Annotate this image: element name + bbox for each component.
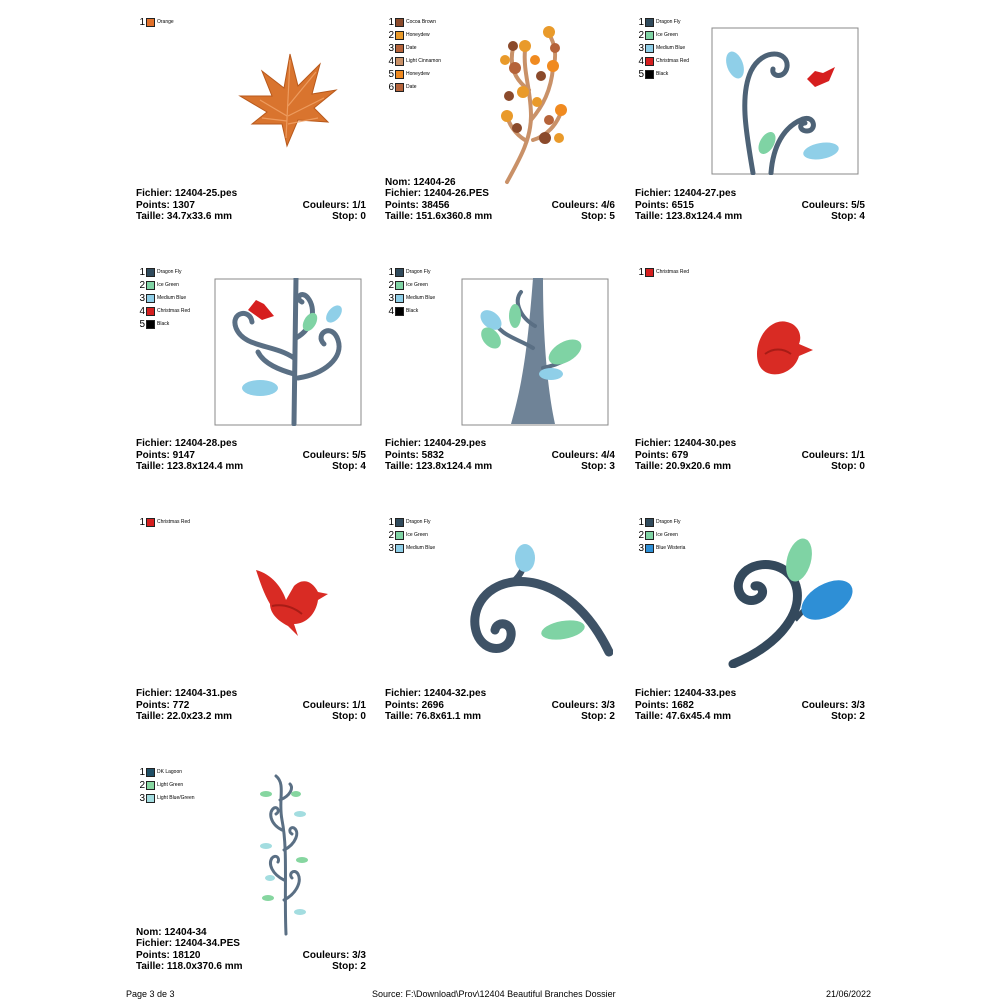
thread-color-name: Light Green	[157, 782, 184, 788]
info-line	[136, 927, 366, 939]
design-card-12404-25	[136, 16, 376, 236]
info-left: Fichier: 12404-30.pes	[635, 438, 737, 449]
info-line	[136, 700, 366, 712]
info-right: Couleurs: 3/3	[801, 699, 865, 711]
autumn-branch-embroidery-preview	[495, 20, 575, 188]
thread-color-swatch	[395, 544, 404, 553]
swirl-leaves-embroidery-preview	[717, 536, 857, 668]
info-line	[136, 211, 366, 223]
info-line	[385, 711, 615, 723]
info-left: Fichier: 12404-31.pes	[136, 688, 238, 699]
legend-number: 2	[388, 29, 394, 41]
info-left: Taille: 123.8x124.4 mm	[136, 461, 244, 472]
legend-row	[136, 779, 183, 791]
thread-color-swatch	[645, 57, 654, 66]
thread-color-name: Medium Blue	[157, 295, 187, 301]
legend-row	[136, 16, 174, 28]
info-left: Fichier: 12404-33.pes	[635, 688, 737, 699]
legend-number: 3	[388, 42, 394, 54]
info-left: Taille: 47.6x45.4 mm	[635, 711, 731, 722]
legend-row	[385, 516, 430, 528]
thread-color-swatch	[146, 294, 155, 303]
thread-color-name: Dragon Fly	[656, 519, 681, 525]
thread-color-swatch	[645, 531, 654, 540]
thread-color-swatch	[395, 18, 404, 27]
legend-row	[385, 279, 428, 291]
info-left: Points: 38456	[385, 199, 450, 211]
info-right: Couleurs: 4/6	[551, 199, 615, 211]
info-right: Stop: 5	[581, 211, 615, 222]
legend-number: 3	[388, 542, 394, 554]
info-line	[136, 188, 366, 200]
info-left: Fichier: 12404-26.PES	[385, 188, 489, 199]
legend-row	[136, 292, 186, 304]
info-line	[635, 438, 865, 450]
info-line	[635, 211, 865, 223]
legend-number: 3	[388, 292, 394, 304]
thread-color-swatch	[146, 518, 155, 527]
thread-color-swatch	[395, 57, 404, 66]
info-line	[635, 450, 865, 462]
legend-row	[136, 766, 182, 778]
legend-number: 3	[139, 792, 145, 804]
info-right: Couleurs: 5/5	[801, 199, 865, 211]
thread-color-swatch	[146, 781, 155, 790]
legend-number: 1	[139, 516, 145, 528]
info-right: Couleurs: 5/5	[302, 449, 366, 461]
info-line	[136, 938, 366, 950]
legend-row	[635, 16, 680, 28]
thread-color-swatch	[395, 83, 404, 92]
thread-color-name: Ice Green	[406, 532, 428, 538]
thread-color-name: Medium Blue	[406, 545, 436, 551]
info-right: Stop: 2	[831, 711, 865, 722]
legend-number: 1	[388, 266, 394, 278]
legend-number: 3	[139, 292, 145, 304]
legend-number: 4	[139, 305, 145, 317]
legend-row	[136, 516, 190, 528]
thread-color-name: DK Lagoon	[157, 769, 183, 775]
info-left: Points: 1682	[635, 699, 694, 711]
info-left: Points: 9147	[136, 449, 195, 461]
thread-color-swatch	[395, 518, 404, 527]
info-left: Taille: 20.9x20.6 mm	[635, 461, 731, 472]
thread-color-swatch	[645, 18, 654, 27]
design-card-12404-28	[136, 266, 376, 486]
legend-number: 4	[388, 55, 394, 67]
design-card-12404-29	[385, 266, 625, 486]
legend-row	[136, 305, 190, 317]
info-right: Stop: 0	[332, 711, 366, 722]
info-right: Stop: 3	[581, 461, 615, 472]
legend-number: 1	[388, 16, 394, 28]
info-right: Stop: 2	[581, 711, 615, 722]
legend-row	[635, 42, 685, 54]
legend-number: 1	[139, 266, 145, 278]
info-left: Points: 5832	[385, 449, 444, 461]
thread-color-name: Ice Green	[656, 32, 678, 38]
thread-color-swatch	[395, 268, 404, 277]
thread-color-swatch	[146, 768, 155, 777]
info-left: Taille: 22.0x23.2 mm	[136, 711, 232, 722]
red-bird-embroidery-preview	[751, 314, 821, 384]
info-line	[635, 188, 865, 200]
thread-color-swatch	[146, 281, 155, 290]
legend-number: 6	[388, 81, 394, 93]
thread-color-name: Christmas Red	[157, 519, 191, 525]
info-line	[385, 700, 615, 712]
info-left: Taille: 123.8x124.4 mm	[385, 461, 493, 472]
legend-number: 2	[638, 529, 644, 541]
design-card-12404-26	[385, 16, 625, 236]
info-line	[635, 700, 865, 712]
thread-color-name: Blue Wisteria	[656, 545, 686, 551]
legend-row	[136, 266, 181, 278]
info-line	[136, 438, 366, 450]
legend-number: 3	[638, 542, 644, 554]
info-line	[136, 688, 366, 700]
legend-row	[635, 542, 685, 554]
legend-number: 2	[638, 29, 644, 41]
info-left: Taille: 34.7x33.6 mm	[136, 211, 232, 222]
thread-color-name: Orange	[157, 19, 174, 25]
swirl-tree-embroidery-preview	[461, 278, 609, 426]
info-right: Couleurs: 3/3	[302, 949, 366, 961]
info-left: Points: 6515	[635, 199, 694, 211]
thread-color-name: Medium Blue	[656, 45, 686, 51]
legend-row	[136, 279, 179, 291]
thread-color-name: Ice Green	[656, 532, 678, 538]
thread-color-swatch	[645, 70, 654, 79]
info-line	[385, 450, 615, 462]
info-left: Taille: 123.8x124.4 mm	[635, 211, 743, 222]
thread-color-swatch	[395, 44, 404, 53]
info-right: Stop: 4	[332, 461, 366, 472]
thread-color-swatch	[146, 18, 155, 27]
print-date: 21/06/2022	[826, 989, 872, 999]
design-info	[136, 688, 366, 723]
legend-row	[385, 292, 435, 304]
design-info	[136, 438, 366, 473]
swirl-branch-embroidery-preview	[463, 538, 613, 668]
info-line	[385, 461, 615, 473]
info-left: Fichier: 12404-34.PES	[136, 938, 240, 949]
maple-leaf-embroidery-preview	[232, 46, 342, 156]
tall-swirl-tree-embroidery-preview	[256, 770, 316, 936]
info-left: Taille: 151.6x360.8 mm	[385, 211, 493, 222]
info-left: Points: 1307	[136, 199, 195, 211]
thread-color-swatch	[645, 44, 654, 53]
info-right: Stop: 4	[831, 211, 865, 222]
info-line	[385, 188, 615, 200]
legend-row	[136, 318, 169, 330]
info-left: Taille: 118.0x370.6 mm	[136, 961, 243, 972]
info-right: Couleurs: 1/1	[302, 199, 366, 211]
info-line	[635, 200, 865, 212]
thread-color-swatch	[395, 294, 404, 303]
swirl-tree-bird-embroidery-preview	[711, 27, 859, 175]
design-info	[385, 438, 615, 473]
thread-color-swatch	[645, 268, 654, 277]
info-line	[136, 450, 366, 462]
legend-number: 5	[388, 68, 394, 80]
design-info	[385, 688, 615, 723]
legend-row	[385, 81, 417, 93]
legend-row	[635, 55, 689, 67]
thread-color-swatch	[645, 518, 654, 527]
info-line	[385, 177, 615, 189]
design-info	[136, 188, 366, 223]
thread-color-swatch	[395, 531, 404, 540]
thread-color-name: Light Blue/Green	[157, 795, 195, 801]
thread-color-name: Cocoa Brown	[406, 19, 437, 25]
legend-number: 1	[139, 766, 145, 778]
thread-color-name: Dragon Fly	[157, 269, 182, 275]
legend-row	[385, 16, 436, 28]
thread-color-name: Black	[406, 308, 419, 314]
thread-color-swatch	[645, 31, 654, 40]
thread-color-name: Dragon Fly	[656, 19, 681, 25]
legend-number: 1	[388, 516, 394, 528]
design-card-12404-33	[635, 516, 875, 736]
legend-row	[385, 542, 435, 554]
legend-number: 3	[638, 42, 644, 54]
legend-row	[635, 29, 678, 41]
legend-row	[385, 29, 430, 41]
info-line	[136, 200, 366, 212]
info-right: Couleurs: 1/1	[302, 699, 366, 711]
thread-color-name: Medium Blue	[406, 295, 436, 301]
info-right: Stop: 2	[332, 961, 366, 972]
legend-number: 5	[638, 68, 644, 80]
thread-color-swatch	[645, 544, 654, 553]
thread-color-name: Light Cinnamon	[406, 58, 442, 64]
info-line	[385, 200, 615, 212]
info-line	[385, 211, 615, 223]
design-card-12404-31	[136, 516, 376, 736]
legend-number: 1	[139, 16, 145, 28]
info-line	[385, 438, 615, 450]
legend-number: 2	[139, 779, 145, 791]
page-number: Page 3 de 3	[126, 989, 175, 999]
info-left: Points: 2696	[385, 699, 444, 711]
legend-row	[385, 68, 430, 80]
thread-color-name: Ice Green	[157, 282, 179, 288]
red-bird-flying-embroidery-preview	[252, 560, 332, 640]
thread-color-swatch	[395, 31, 404, 40]
design-info	[635, 688, 865, 723]
thread-color-name: Dragon Fly	[406, 269, 431, 275]
thread-color-name: Ice Green	[406, 282, 428, 288]
info-right: Stop: 0	[831, 461, 865, 472]
info-left: Taille: 76.8x61.1 mm	[385, 711, 481, 722]
info-left: Nom: 12404-26	[385, 176, 456, 188]
design-info	[635, 438, 865, 473]
legend-row	[635, 529, 678, 541]
thread-color-name: Christmas Red	[656, 58, 690, 64]
legend-number: 2	[388, 279, 394, 291]
info-line	[635, 711, 865, 723]
legend-number: 1	[638, 516, 644, 528]
info-left: Fichier: 12404-25.pes	[136, 188, 238, 199]
info-left: Nom: 12404-34	[136, 926, 207, 938]
design-card-12404-34	[136, 766, 376, 986]
design-info	[635, 188, 865, 223]
legend-row	[385, 55, 441, 67]
info-left: Points: 679	[635, 449, 689, 461]
legend-number: 5	[139, 318, 145, 330]
info-left: Fichier: 12404-27.pes	[635, 188, 737, 199]
thread-color-name: Date	[406, 45, 417, 51]
info-line	[136, 950, 366, 962]
design-info	[136, 927, 366, 973]
legend-row	[385, 305, 418, 317]
legend-row	[635, 266, 689, 278]
thread-color-name: Black	[656, 71, 669, 77]
design-info	[385, 177, 615, 223]
info-left: Points: 772	[136, 699, 190, 711]
thread-color-swatch	[395, 70, 404, 79]
info-line	[136, 461, 366, 473]
thread-color-swatch	[146, 794, 155, 803]
legend-number: 4	[638, 55, 644, 67]
legend-row	[635, 68, 668, 80]
info-right: Couleurs: 4/4	[551, 449, 615, 461]
thread-color-swatch	[146, 320, 155, 329]
thread-color-swatch	[146, 307, 155, 316]
info-left: Fichier: 12404-32.pes	[385, 688, 487, 699]
legend-number: 1	[638, 266, 644, 278]
legend-number: 2	[139, 279, 145, 291]
legend-row	[136, 792, 195, 804]
info-line	[136, 711, 366, 723]
legend-row	[385, 266, 430, 278]
legend-number: 1	[638, 16, 644, 28]
design-card-12404-32	[385, 516, 625, 736]
thread-color-name: Black	[157, 321, 170, 327]
info-line	[136, 961, 366, 973]
thread-color-swatch	[395, 281, 404, 290]
info-left: Fichier: 12404-28.pes	[136, 438, 238, 449]
legend-row	[385, 42, 417, 54]
info-right: Couleurs: 3/3	[551, 699, 615, 711]
legend-number: 2	[388, 529, 394, 541]
legend-row	[635, 516, 680, 528]
info-right: Stop: 0	[332, 211, 366, 222]
thread-color-name: Christmas Red	[656, 269, 690, 275]
design-card-12404-27	[635, 16, 875, 236]
source-path: Source: F:\Download\Prov\12404 Beautiful Branches Dossier	[372, 989, 616, 999]
info-left: Fichier: 12404-29.pes	[385, 438, 487, 449]
thread-color-name: Christmas Red	[157, 308, 191, 314]
info-line	[635, 688, 865, 700]
legend-number: 4	[388, 305, 394, 317]
thread-color-name: Honeydew	[406, 71, 430, 77]
legend-row	[385, 529, 428, 541]
thread-color-name: Date	[406, 84, 417, 90]
thread-color-swatch	[395, 307, 404, 316]
info-left: Points: 18120	[136, 949, 201, 961]
thread-color-swatch	[146, 268, 155, 277]
info-line	[635, 461, 865, 473]
thread-color-name: Honeydew	[406, 32, 430, 38]
info-line	[385, 688, 615, 700]
info-right: Couleurs: 1/1	[801, 449, 865, 461]
thread-color-name: Dragon Fly	[406, 519, 431, 525]
design-card-12404-30	[635, 266, 875, 486]
swirl-tree-bird-embroidery-preview	[214, 278, 362, 426]
